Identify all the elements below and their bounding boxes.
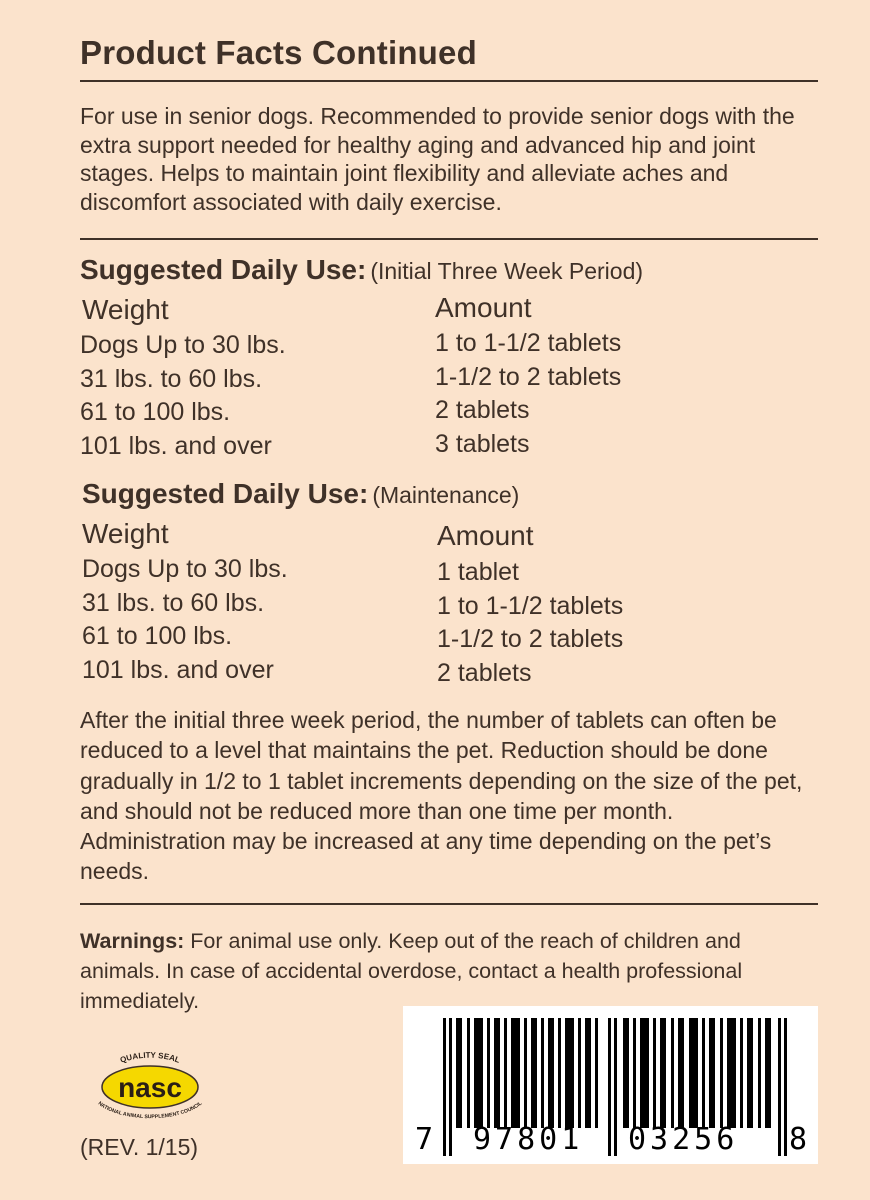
- barcode-bar: [524, 1018, 527, 1128]
- barcode-bar: [765, 1018, 771, 1128]
- barcode-digit-last: 8: [789, 1122, 808, 1157]
- seal-logo-text: nasc: [118, 1072, 182, 1103]
- initial-weight-column: [80, 329, 286, 463]
- barcode-bar: [720, 1018, 723, 1128]
- barcode-bar: [443, 1018, 446, 1156]
- barcode-bar: [653, 1018, 656, 1128]
- barcode-bar: [678, 1018, 684, 1128]
- maintenance-use-heading: [82, 478, 519, 510]
- initial-amount-cell: 1-1/2 to 2 tablets: [435, 362, 622, 391]
- initial-weight-cell: 61 to 100 lbs.: [80, 398, 231, 426]
- barcode-bar: [614, 1018, 617, 1156]
- initial-weight-cell: 31 lbs. to 60 lbs.: [80, 364, 263, 393]
- maintenance-weight-cell: 31 lbs. to 60 lbs.: [82, 588, 265, 617]
- maintenance-amount-cell: 1 to 1-1/2 tablets: [437, 591, 624, 620]
- barcode-bar: [671, 1018, 674, 1128]
- maintenance-amount-cell: 1 tablet: [437, 558, 520, 586]
- revision-label: (REV. 1/15): [80, 1134, 199, 1160]
- initial-weight-cell: Dogs Up to 30 lbs.: [80, 331, 286, 359]
- barcode-bar: [504, 1018, 507, 1128]
- initial-amount-cell: 2 tablets: [435, 396, 530, 424]
- initial-amount-header: Amount: [435, 292, 532, 323]
- barcode-bar: [727, 1018, 736, 1128]
- page-title: Product Facts Continued: [80, 34, 477, 71]
- barcode-bar: [623, 1018, 629, 1128]
- reduction-paragraph: After the initial three week period, the number of tablets can often be reduced to a level that maintains the pet. Reduction should be done gradually in 1/2 to 1 tablet increments depending on the size of the pet, and should not be reduced more than one time per month. Administration may be increased at any time depending on the pet’s needs.: [80, 707, 803, 885]
- barcode-bar: [747, 1018, 753, 1128]
- barcode-bar: [548, 1018, 554, 1128]
- barcode-bar: [494, 1018, 500, 1128]
- warnings-label: Warnings:: [80, 929, 185, 953]
- divider: [80, 903, 818, 905]
- barcode-bar: [467, 1018, 470, 1128]
- initial-use-title: Suggested Daily Use:: [80, 254, 367, 285]
- initial-amount-column: [435, 327, 621, 461]
- warnings-text: For animal use only. Keep out of the reach of children and animals. In case of accidental overdose, contact a health professional immediately.: [80, 929, 743, 1013]
- barcode-bar: [511, 1018, 520, 1128]
- maintenance-amount-header: Amount: [437, 520, 534, 551]
- barcode-digits-left: 97801: [473, 1122, 584, 1157]
- initial-use-period: (Initial Three Week Period): [370, 258, 644, 284]
- barcode-bar: [633, 1018, 636, 1128]
- barcode-bar: [784, 1018, 787, 1156]
- barcode-bar: [449, 1018, 452, 1156]
- nasc-quality-seal-icon: [85, 1045, 215, 1125]
- barcode-bar: [758, 1018, 761, 1128]
- barcode-bar: [660, 1018, 666, 1128]
- barcode-bar: [608, 1018, 611, 1156]
- divider: [80, 238, 818, 240]
- maintenance-weight-cell: 61 to 100 lbs.: [82, 622, 233, 650]
- initial-weight-header: Weight: [82, 294, 169, 325]
- divider: [80, 80, 818, 82]
- barcode-bar: [474, 1018, 483, 1128]
- initial-amount-cell: 3 tablets: [435, 429, 530, 458]
- barcode-bar: [558, 1018, 561, 1128]
- barcode-bar: [578, 1018, 581, 1128]
- maintenance-weight-column: [82, 553, 288, 687]
- maintenance-use-title: Suggested Daily Use:: [82, 478, 369, 509]
- maintenance-amount-column: [437, 556, 623, 690]
- barcode-bar: [595, 1018, 598, 1128]
- seal-top-text: QUALITY SEAL: [118, 1050, 182, 1065]
- maintenance-weight-header: Weight: [82, 518, 169, 549]
- initial-weight-cell: 101 lbs. and over: [80, 431, 272, 460]
- maintenance-use-period: (Maintenance): [372, 482, 520, 508]
- initial-amount-cell: 1 to 1-1/2 tablets: [435, 329, 622, 357]
- barcode-bar: [640, 1018, 649, 1128]
- seal-bottom-text: NATIONAL ANIMAL SUPPLEMENT COUNCIL: [96, 1100, 204, 1121]
- warnings-paragraph: [80, 926, 818, 1016]
- barcode-bar: [709, 1018, 715, 1128]
- maintenance-weight-cell: Dogs Up to 30 lbs.: [82, 555, 288, 583]
- barcode-bar: [740, 1018, 743, 1128]
- initial-use-heading: [80, 254, 643, 286]
- barcode-bar: [702, 1018, 705, 1128]
- barcode-digit-first: 7: [415, 1122, 434, 1157]
- maintenance-weight-cell: 101 lbs. and over: [82, 655, 274, 684]
- barcode: [403, 1006, 818, 1164]
- barcode-digits-right: 03256: [628, 1122, 739, 1157]
- barcode-bar: [487, 1018, 490, 1128]
- intro-paragraph: For use in senior dogs. Recommended to provide senior dogs with the extra support needed for healthy aging and advanced hip and joint stages. Helps to maintain joint flexibility and alleviate aches and discomfort associated with daily exercise.: [80, 103, 795, 215]
- maintenance-amount-cell: 1-1/2 to 2 tablets: [437, 625, 624, 653]
- barcode-bar: [689, 1018, 698, 1128]
- barcode-bar: [778, 1018, 781, 1156]
- barcode-bar: [565, 1018, 574, 1128]
- barcode-bars: [443, 1018, 793, 1128]
- barcode-bar: [585, 1018, 591, 1128]
- barcode-bar: [531, 1018, 537, 1128]
- barcode-bar: [456, 1018, 462, 1128]
- barcode-bar: [541, 1018, 544, 1128]
- maintenance-amount-cell: 2 tablets: [437, 658, 532, 687]
